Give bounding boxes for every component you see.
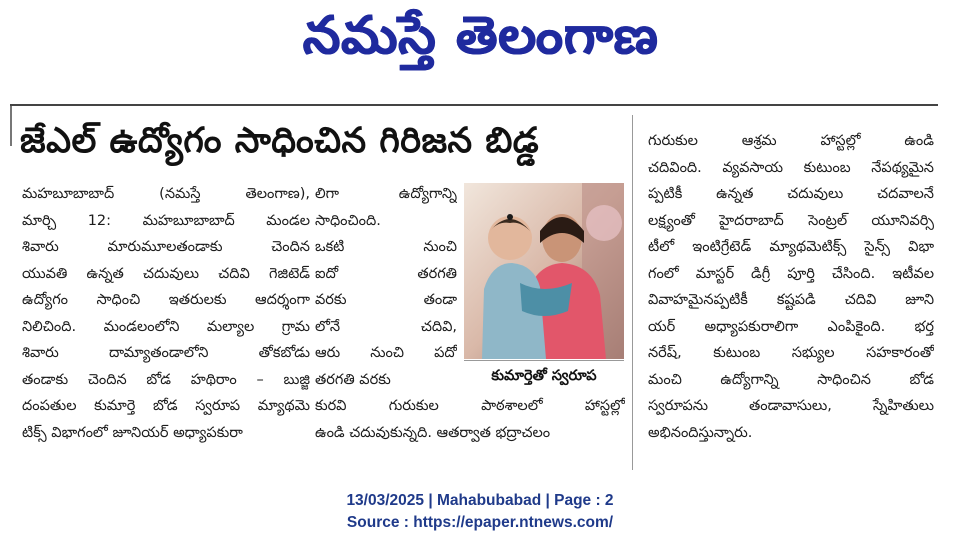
article-text-line: నిలిచింది. మండలంలోని మల్యాల గ్రామ [22, 318, 310, 335]
masthead [0, 0, 960, 84]
article-headline: జేఎల్ ఉద్యోగం సాధించిన గిరిజన బిడ్డ [20, 121, 540, 161]
article-text-line: మంచి ఉద్యోగాన్ని సాధించిన బోడ [648, 371, 934, 388]
article-text-line: ప్పటికీ ఉన్నత చదువులు చదవాలనే [648, 186, 934, 202]
article-text-line: లక్ష్యంతో హైదరాబాద్ సెంట్రల్ యూనివర్సి [648, 212, 934, 229]
article-text-line: లిగా ఉద్యోగాన్ని [315, 186, 457, 202]
photo-caption: కుమార్తెతో స్వరూప [464, 360, 624, 391]
footer-date-edition: 13/03/2025 | Mahabubabad | Page : 2 [346, 492, 614, 509]
newspaper-logo: నమస్తే తెలంగాణ [302, 5, 658, 66]
footer [0, 490, 960, 534]
article-column-2 [315, 181, 457, 393]
mother-daughter-photo-image [464, 183, 624, 359]
article-text-line: ఐదో తరగతి [315, 265, 457, 282]
article-text-line: చదివింది. వ్యవసాయ కుటుంబ నేపథ్యమైన [648, 159, 934, 176]
frame-left-rule [10, 106, 12, 146]
article-text-line: వరకు తండా [315, 292, 457, 308]
article-photo [464, 183, 624, 359]
article-text-line: శివారు మారుమూలతండాకు చెందిన [22, 239, 310, 255]
article-text-line: సాధించింది. [315, 212, 381, 229]
article-text-line: స్వరూపను తండావాసులు, స్నేహితులు [648, 398, 934, 414]
footer-source: Source : https://epaper.ntnews.com/ [346, 514, 614, 531]
article-text-line: ఆరు నుంచి పదో [315, 345, 457, 361]
article-text-line: దంపతుల కుమార్తె బోడ స్వరూప మ్యాథమె [22, 398, 310, 414]
article-text-line: లోనే చదివి, [315, 318, 457, 335]
article-text-line: నరేష్, కుటుంబ సభ్యుల సహకారంతో [648, 345, 934, 361]
article-text-line: గురుకుల ఆశ్రమ హాస్టల్లో ఉండి [648, 133, 934, 149]
article-text-line: టీలో ఇంటిగ్రేటెడ్ మ్యాథమెటిక్స్ సైన్స్ విభా [648, 239, 934, 255]
article-text-line: వివాహమైనప్పటికీ కష్టపడి చదివి జూని [648, 292, 934, 308]
article-text-line: ఉండి చదువుకున్నది. ఆతర్వాత భద్రాచలం [315, 424, 551, 441]
article-text-line: ఒకటి నుంచి [315, 239, 457, 255]
article-column-3 [648, 128, 934, 446]
column-divider [632, 115, 633, 470]
article-text-line: కురవి గురుకుల పాఠశాలలో హాస్టల్లో [315, 398, 625, 414]
article-text-line: యువతి ఉన్నత చదువులు చదివి గెజిటెడ్ [22, 265, 310, 282]
article-text-line: మార్చి 12: మహబూబాబాద్ మండల [22, 212, 310, 229]
article-text-line: తరగతి వరకు [315, 371, 391, 388]
article-text-line: యర్ అధ్యాపకురాలిగా ఎంపికైంది. భర్త [648, 318, 934, 335]
article-text-line: శివారు దామ్యాతండాలోని తోకబోడు [22, 345, 310, 361]
article-column-2-continued [315, 393, 625, 446]
article-text-line: గంలో మాస్టర్ డిగ్రీ పూర్తి చేసింది. ఇటీవల [648, 265, 934, 282]
article-text-line: మహబూబాబాద్ (నమస్తే తెలంగాణ), [22, 186, 310, 202]
article-text-line: తండాకు చెందిన బోడ హథిరాం – బుజ్జి [22, 371, 310, 388]
article-text-line: అభినందిస్తున్నారు. [648, 424, 753, 441]
article-text-line: ఉద్యోగం సాధించి ఇతరులకు ఆదర్శంగా [22, 292, 310, 308]
article-text-line: టిక్స్ విభాగంలో జూనియర్ అధ్యాపకురా [22, 424, 243, 441]
article-column-1 [22, 181, 310, 446]
